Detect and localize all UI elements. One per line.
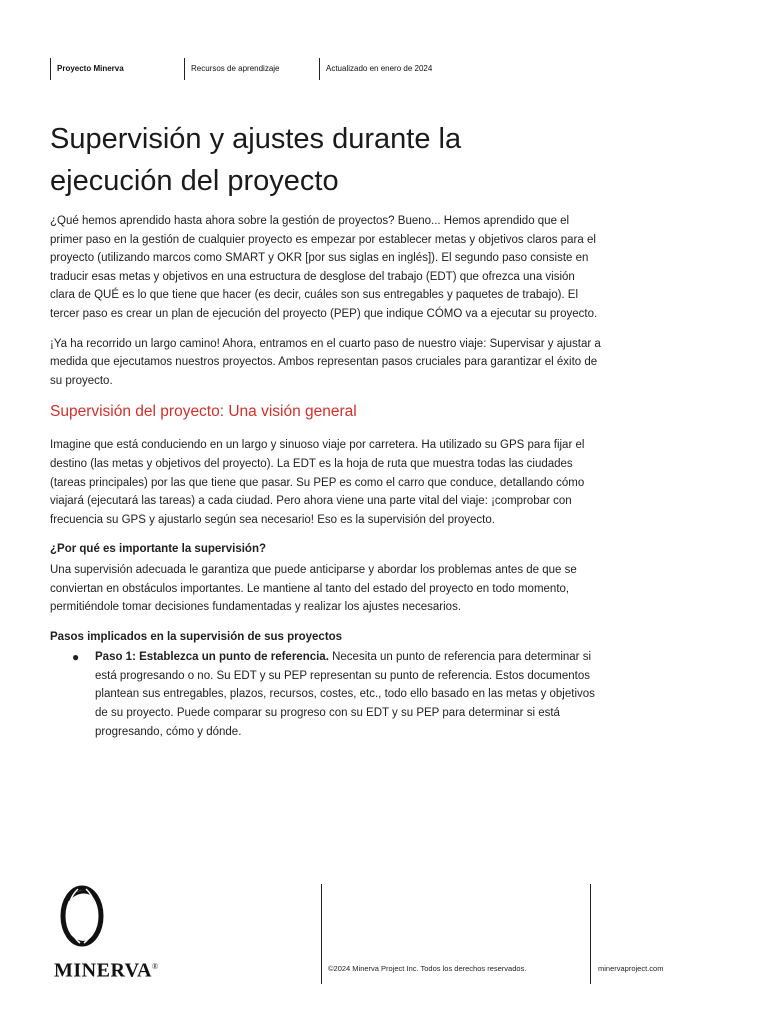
header-project: Proyecto Minerva [50,58,124,80]
page-title [50,118,610,202]
section-paragraph: Imagine que está conduciendo en un largo y sinuoso viaje por carretera. Ha utilizado su GPS para fijar el destino (las metas y objetivos del proyecto). La EDT es la hoja de ruta que muestra todas las ciudades (tareas principales) por las que tiene que pasar. Su PEP es como el carro que conduce, detallando cómo viajará (ejecutará las tareas) a cada ciudad. Pero ahora viene una parte vital del viaje: ¡comprobar con frecuencia su GPS y ajustarlo según sea necesario! Eso es la supervisión del proyecto. [50,439,585,526]
steps-list [50,648,602,741]
footer-copyright: ©2024 Minerva Project Inc. Todos los derechos reservados. [328,964,527,973]
section-heading: Supervisión del proyecto: Una visión general [50,403,357,421]
intro-paragraph-2: ¡Ya ha recorrido un largo camino! Ahora, entramos en el cuarto paso de nuestro viaje: Supervisar y ajustar a medida que ejecutamos nuestros proyectos. Ambos representan pasos cruciales para garantizar el éxito de su proyecto. [50,337,601,387]
list-item [50,648,602,741]
footer-divider [590,884,591,984]
step-text: Necesita un punto de referencia para determinar si está progresando o no. Su EDT y su PEP representan su punto de referencia. Estos documentos plantean sus entregables, plazos, recursos, costes, etc., todo ello basado en las metas y objetivos de su proyecto. Puede comparar su progreso con su EDT y su PEP para determinar si está progresando, cómo y dónde. [95,651,595,738]
title-line-2: ejecución del proyecto [50,165,339,197]
steps-heading: Pasos implicados en la supervisión de sus proyectos [50,630,343,643]
minerva-logo [54,880,166,980]
logo-wordmark [54,956,166,982]
why-heading: ¿Por qué es importante la supervisión? [50,543,266,556]
logo-registered-mark: ® [152,962,159,971]
title-line-1: Supervisión y ajustes durante la [50,123,462,155]
header-category: Recursos de aprendizaje [184,58,280,80]
footer-website-link[interactable]: minervaproject.com [598,964,664,973]
header-updated: Actualizado en enero de 2024 [319,58,432,80]
logo-text: MINERVA [54,959,152,982]
why-paragraph: Una supervisión adecuada le garantiza que puede anticiparse y abordar los problemas antes de que se conviertan en obstáculos importantes. Le mantiene al tanto del estado del proyecto en todo momento, permitiéndole tomar decisiones fundamentadas y realizar los ajustes necesarios. [50,563,577,614]
footer-divider [321,884,322,984]
bullet-icon: ● [72,650,80,665]
step-title: Paso 1: Establezca un punto de referencia. [95,651,329,664]
intro-paragraph-1: ¿Qué hemos aprendido hasta ahora sobre la gestión de proyectos? Bueno... Hemos aprendido que el primer paso en la gestión de cualquier proyecto es empezar por establecer metas y objetivos claros para el proyecto (utilizando marcos como SMART y OKR [por sus siglas en inglés]). El segundo paso consiste en traducir esas metas y objetivos en una estructura de desglose del trabajo (EDT) que ofrezca una visión clara de QUÉ es lo que tiene que hacer (es decir, cuáles son sus entregables y paquetes de trabajo). El tercer paso es crear un plan de ejecución del proyecto (PEP) que indique CÓMO va a ejecutar su proyecto. [50,215,598,320]
minerva-ring-icon [58,880,106,952]
document-body [50,212,602,741]
